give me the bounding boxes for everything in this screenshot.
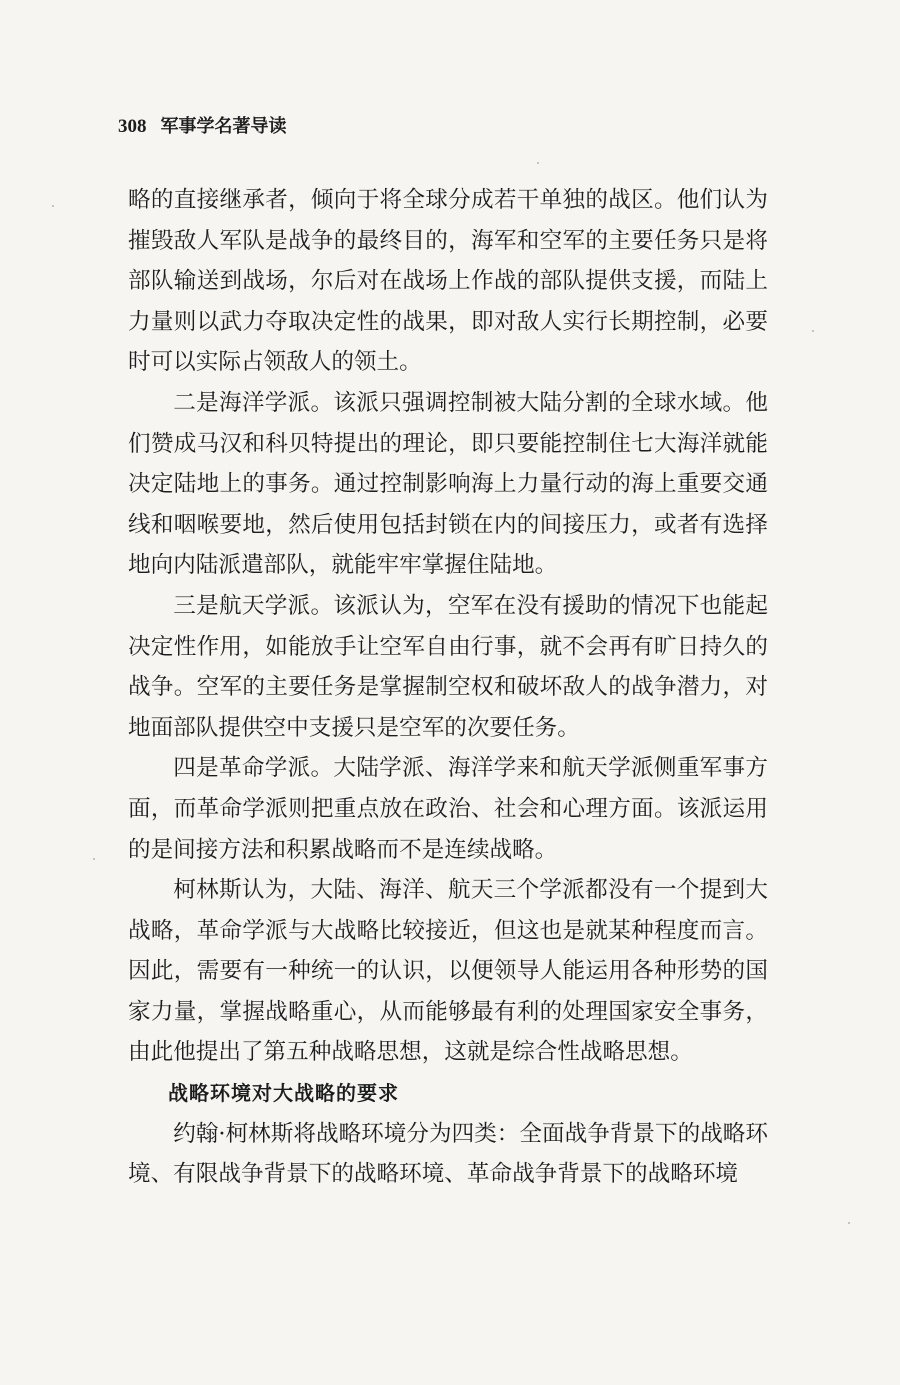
paragraph-continued: 略的直接继承者，倾向于将全球分成若干单独的战区。他们认为摧毁敌人军队是战争的最终目的，海军和空军的主要任务只是将部队输送到战场，尔后对在战场上作战的部队提供支援，而陆上力量则以武力夺取决定性的战果，即对敌人实行长期控制，必要时可以实际占领敌人的领土。 — [128, 187, 768, 376]
running-header — [118, 114, 287, 139]
paragraph-collins-view: 柯林斯认为，大陆、海洋、航天三个学派都没有一个提到大战略，革命学派与大战略比较接近，但这也是就某种程度而言。因此，需要有一种统一的认识，以便领导人能运用各种形势的国家力量，掌握战略重心，从而能够最有利的处理国家安全事务，由此他提出了第五种战略思想，这就是综合性战略思想。 — [128, 877, 768, 1066]
page-number: 308 — [118, 116, 147, 137]
paper-speck — [52, 205, 54, 207]
section-heading: 战略环境对大战略的要求 — [168, 1081, 399, 1106]
paper-speck — [93, 858, 95, 860]
paragraph-strategic-environment: 约翰·柯林斯将战略环境分为四类：全面战争背景下的战略环境、有限战争背景下的战略环境、革命战争背景下的战略环境 — [128, 1120, 768, 1188]
paper-speck — [812, 330, 814, 332]
paragraph-maritime-school: 二是海洋学派。该派只强调控制被大陆分割的全球水域。他们赞成马汉和科贝特提出的理论，即只要能控制住七大海洋就能决定陆地上的事务。通过控制影响海上力量行动的海上重要交通线和咽喉要地，然后使用包括封锁在内的间接压力，或者有选择地向内陆派遣部队，就能牢牢掌握住陆地。 — [128, 389, 768, 579]
book-title: 军事学名著导读 — [160, 116, 287, 137]
paragraph-aerospace-school: 三是航天学派。该派认为，空军在没有援助的情况下也能起决定性作用，如能放手让空军自由行事，就不会再有旷日持久的战争。空军的主要任务是掌握制空权和破坏敌人的战争潜力，对地面部队提供空中支援只是空军的次要任务。 — [128, 592, 768, 741]
paper-speck — [848, 1222, 850, 1224]
paper-speck — [537, 162, 539, 164]
body-text — [128, 180, 768, 1195]
paragraph-revolutionary-school: 四是革命学派。大陆学派、海洋学来和航天学派侧重军事方面，而革命学派则把重点放在政治、社会和心理方面。该派运用的是间接方法和积累战略而不是连续战略。 — [128, 755, 768, 863]
